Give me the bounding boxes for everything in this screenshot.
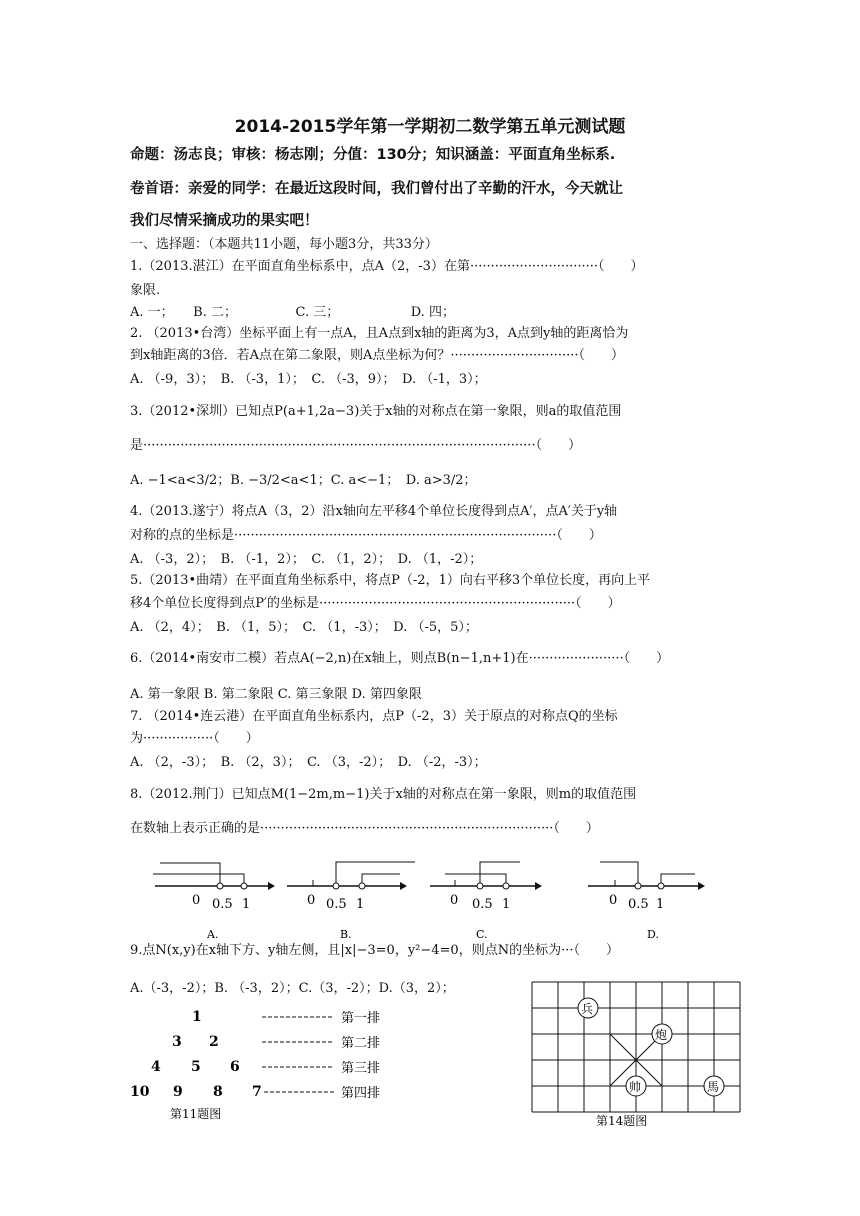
section-heading: 一、选择题：（本题共11小题，每小题3分，共33分） [130, 237, 438, 252]
figure-11-seating [125, 1002, 405, 1127]
figure-11-caption: 第11题图 [170, 1107, 222, 1121]
page-title: 2014-2015学年第一学期初二数学第五单元测试题 [234, 117, 626, 137]
figure-14-chess-grid [530, 980, 750, 1130]
q8-line-1: 8.（2012.荆门）已知点M(1−2m,m−1)关于x轴的对称点在第一象限，则m的取值范围 [130, 787, 637, 802]
option-a-label: A. [207, 928, 219, 941]
number-line-d [588, 862, 705, 941]
tick-0.5: 0.5 [212, 897, 233, 912]
tick-0.5: 0.5 [326, 897, 347, 912]
number-line-a [153, 863, 275, 941]
q5-options: A. （2，4）； B. （1，5）； C. （1，-3）； D. （-5，5）； [130, 620, 478, 635]
seat-number: 8 [213, 1084, 223, 1100]
meta-line: 命题：汤志良；审核：杨志刚；分值：130分；知识涵盖：平面直角坐标系. [130, 147, 616, 163]
q2-line-1: 2. （2013•台湾）坐标平面上有一点A，且A点到x轴的距离为3，A点到y轴的距离恰为 [130, 326, 629, 341]
q7-line-1: 7. （2014•连云港）在平面直角坐标系内，点P（-2，3）关于原点的对称点Q的坐标 [130, 709, 618, 724]
q2-options: A. （-9，3）； B. （-3，1）； C. （-3，9）； D. （-1，3）； [130, 372, 487, 387]
seat-number: 4 [151, 1059, 161, 1075]
number-line-b [287, 862, 415, 941]
option-d-label: D. [647, 928, 659, 941]
option-b-label: B. [340, 928, 352, 941]
piece-shuai [626, 1076, 646, 1096]
option-c-label: C. [476, 928, 488, 941]
piece-ma [704, 1076, 724, 1096]
tick-0: 0 [307, 893, 316, 908]
row-label: 第二排 [341, 1036, 381, 1051]
row-label: 第四排 [341, 1086, 381, 1101]
q5-line-1: 5.（2013•曲靖）在平面直角坐标系中，将点P（-2，1）向右平移3个单位长度，再向上平 [130, 573, 651, 588]
q4-options: A. （-3，2）； B. （-1，2）； C. （1，2）； D. （1，-2）； [130, 552, 483, 567]
q7-line-2: 为·················（ ） [130, 731, 259, 746]
q8-line-2: 在数轴上表示正确的是·······································································（ ） [130, 821, 599, 836]
q1-line-2: 象限. [130, 283, 161, 298]
tick-1: 1 [242, 897, 251, 912]
tick-0: 0 [450, 893, 459, 908]
q5-line-2: 移4个单位长度得到点P′的坐标是······························································（ ） [130, 596, 621, 611]
tick-1: 1 [502, 897, 511, 912]
tick-0: 0 [192, 893, 201, 908]
q7-options: A. （2，-3）； B. （2，3）； C. （3，-2）； D. （-2，-3）； [130, 755, 487, 770]
number-line-c [430, 862, 542, 941]
tick-0.5: 0.5 [628, 897, 649, 912]
q9-line-1: 9.点N(x,y)在x轴下方、y轴左侧，且|x|−3=0，y²−4=0，则点N的坐标为···（ ） [130, 943, 619, 958]
svg-text:兵: 兵 [581, 1002, 594, 1016]
q6-line-1: 6.（2014•南安市二模）若点A(−2,n)在x轴上，则点B(n−1,n+1)在·······················（ ） [130, 651, 670, 666]
tick-1: 1 [356, 897, 365, 912]
seat-number: 2 [209, 1034, 219, 1050]
preface-line-2: 我们尽情采摘成功的果实吧！ [130, 213, 319, 229]
q3-line-2: 是·······························································································（ ） [130, 438, 582, 453]
q4-line-2: 对称的点的坐标是··············································································（ ） [130, 528, 602, 543]
q9-options: A.（-3，-2）；B. （-3，2）；C.（3，-2）；D.（3，2）； [130, 981, 455, 996]
tick-1: 1 [656, 897, 665, 912]
q4-line-1: 4.（2013.遂宁）将点A（3，2）沿x轴向左平移4个单位长度得到点A′，点A′关于y轴 [130, 504, 618, 519]
seat-number: 1 [192, 1009, 202, 1025]
row-label: 第三排 [341, 1061, 381, 1076]
seat-number: 7 [252, 1084, 262, 1100]
row-label: 第一排 [341, 1011, 381, 1026]
seat-number: 3 [172, 1034, 182, 1050]
q1-line-1: 1.（2013.湛江）在平面直角坐标系中，点A（2，-3）在第·······························（ ） [130, 259, 644, 274]
piece-pao [652, 1024, 672, 1044]
piece-bing [578, 998, 598, 1018]
preface-line-1: 卷首语：亲爱的同学：在最近这段时间，我们曾付出了辛勤的汗水，今天就让 [130, 181, 623, 197]
svg-text:帅: 帅 [629, 1080, 642, 1094]
q3-line-1: 3.（2012•深圳）已知点P(a+1,2a−3)关于x轴的对称点在第一象限，则a的取值范围 [130, 404, 622, 419]
tick-0.5: 0.5 [472, 897, 493, 912]
q6-options: A. 第一象限 B. 第二象限 C. 第三象限 D. 第四象限 [130, 687, 422, 702]
seat-number: 10 [130, 1084, 150, 1100]
seat-number: 9 [173, 1084, 183, 1100]
tick-0: 0 [609, 893, 618, 908]
q8-number-lines [150, 852, 720, 947]
seat-number: 5 [191, 1059, 201, 1075]
svg-text:炮: 炮 [655, 1028, 668, 1042]
figure-14-caption: 第14题图 [596, 1114, 648, 1128]
q2-line-2: 到x轴距离的3倍．若A点在第二象限，则A点坐标为何？·······························（ ） [130, 348, 624, 363]
svg-text:馬: 馬 [707, 1080, 720, 1094]
q1-options: A. 一； B. 二； C. 三； D. 四； [130, 305, 455, 320]
q3-options: A. −1<a<3/2；B. −3/2<a<1；C. a<−1； D. a>3/2； [130, 473, 477, 488]
seat-number: 6 [230, 1059, 240, 1075]
